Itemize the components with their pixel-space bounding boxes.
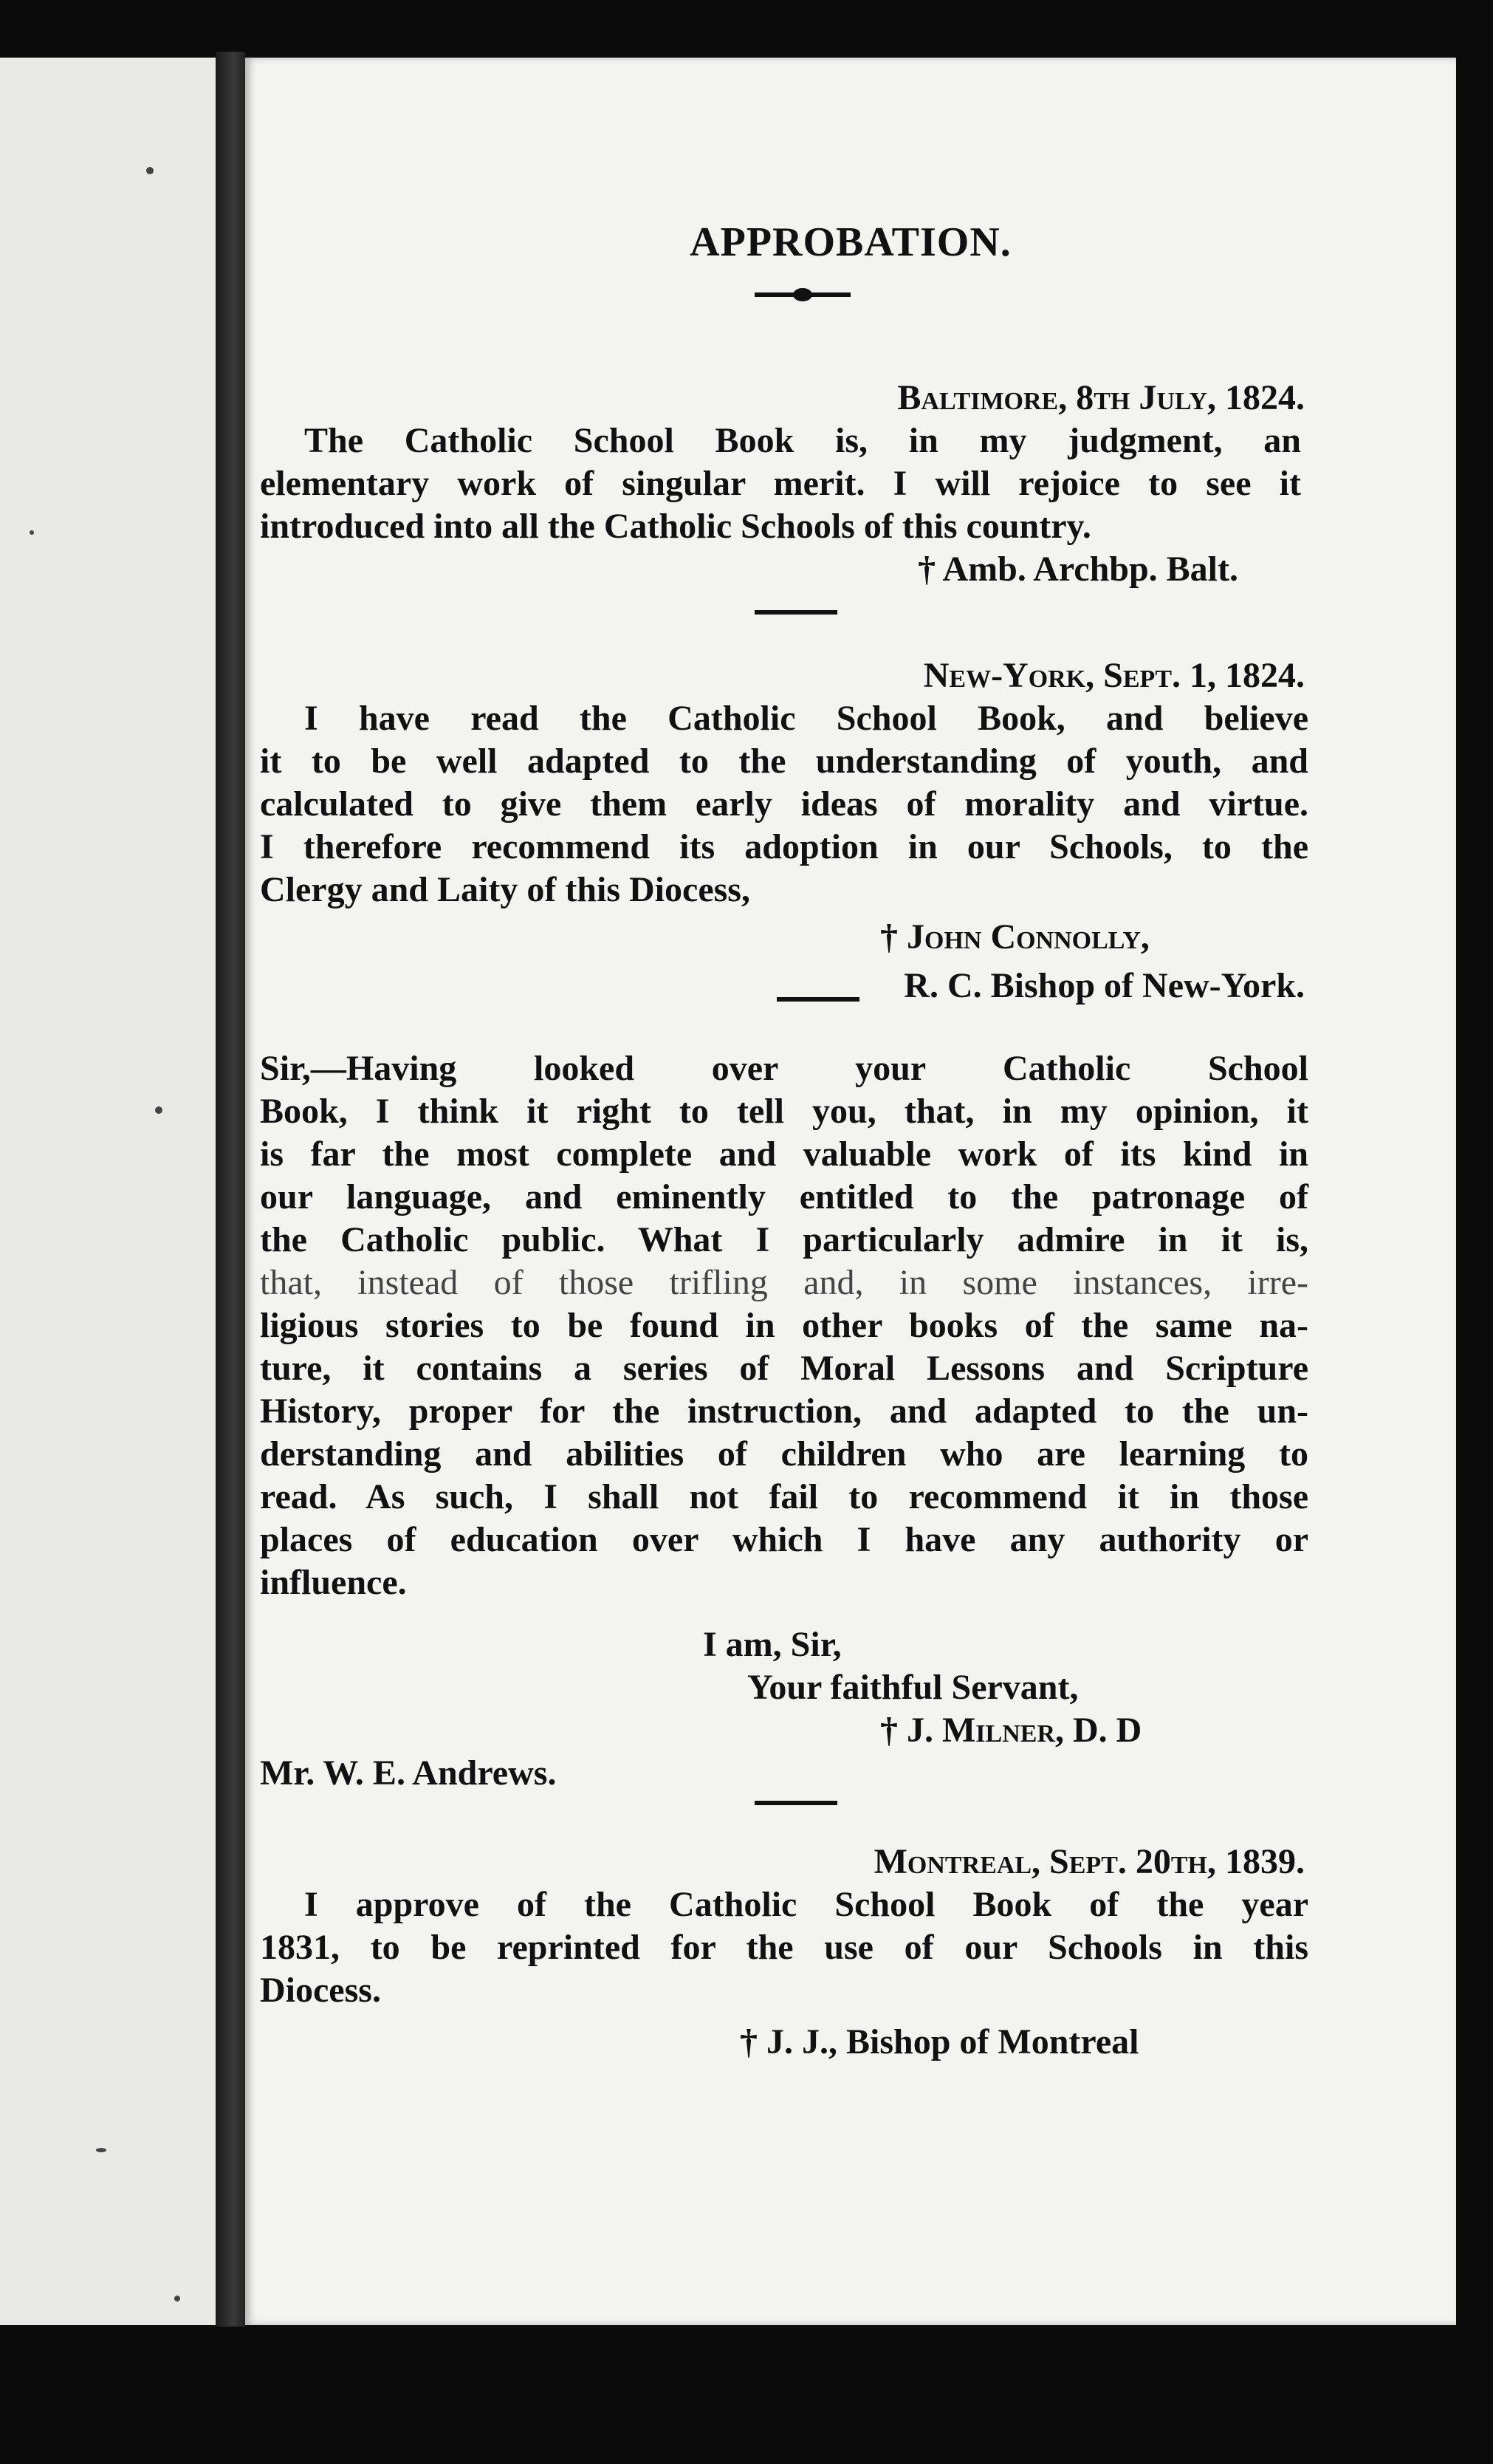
text-line: Sir,—Having looked over your Catholic School [260,1049,1308,1088]
ink-speck [146,167,154,174]
text-line: Clergy and Laity of this Diocess, [260,870,750,909]
signature-milner: † J. Milner, D. D [880,1711,1142,1750]
text-line: derstanding and abilities of children who are learning to [260,1434,1308,1474]
text-line: History, proper for the instruction, and adapted to the un- [260,1392,1308,1431]
text-line: is far the most complete and valuable work of its kind in [260,1135,1308,1174]
signature-baltimore: † Amb. Archbp. Balt. [918,550,1238,589]
signature-connolly: † John Connolly, [880,917,1150,956]
signature-title-connolly: R. C. Bishop of New-York. [904,966,1305,1005]
text-line: I approve of the Catholic School Book of the year [304,1885,1308,1924]
section-rule [755,1801,837,1805]
text-line: influence. [260,1563,407,1602]
text-line: elementary work of singular merit. I will rejoice to see it [260,464,1301,503]
text-line: our language, and eminently entitled to the patronage of [260,1177,1308,1216]
text-line: ligious stories to be found in other books of the same na- [260,1306,1308,1345]
section-rule [777,997,859,1002]
text-line: read. As such, I shall not fail to recommend it in those [260,1477,1308,1516]
text-line: it to be well adapted to the understanding of youth, and [260,742,1308,781]
ink-speck [174,2296,180,2302]
closing-line: I am, Sir, [703,1625,842,1664]
ink-speck [30,530,34,535]
ink-speck [96,2148,106,2152]
place-date-montreal: Montreal, Sept. 20th, 1839. [874,1842,1305,1881]
page-title: APPROBATION. [690,219,1012,265]
text-line: that, instead of those trifling and, in some instances, irre- [260,1263,1308,1302]
title-ornament-rule [755,292,851,297]
signature-montreal: † J. J., Bishop of Montreal [740,2022,1139,2061]
closing-line: Your faithful Servant, [747,1668,1079,1707]
text-line: places of education over which I have any authority or [260,1520,1308,1559]
text-line: the Catholic public. What I particularly admire in it is, [260,1220,1308,1259]
text-line: I have read the Catholic School Book, and believe [304,699,1308,738]
text-line: calculated to give them early ideas of morality and virtue. [260,784,1308,824]
text-line: Book, I think it right to tell you, that, in my opinion, it [260,1092,1308,1131]
ink-speck [155,1106,162,1114]
place-date-baltimore: Baltimore, 8th July, 1824. [897,378,1305,417]
text-line: 1831, to be reprinted for the use of our Schools in this [260,1928,1308,1967]
section-rule [755,610,837,615]
document-page [245,58,1456,2325]
addressee: Mr. W. E. Andrews. [260,1753,557,1793]
text-line: I therefore recommend its adoption in our Schools, to the [260,827,1308,866]
text-line: ture, it contains a series of Moral Lessons and Scripture [260,1349,1308,1388]
text-line: introduced into all the Catholic Schools of this country. [260,507,1091,546]
facing-page [0,58,216,2325]
book-spine [216,52,245,2327]
text-line: The Catholic School Book is, in my judgment, an [304,421,1301,460]
text-line: Diocess. [260,1971,381,2010]
place-date-new-york: New-York, Sept. 1, 1824. [923,656,1305,695]
